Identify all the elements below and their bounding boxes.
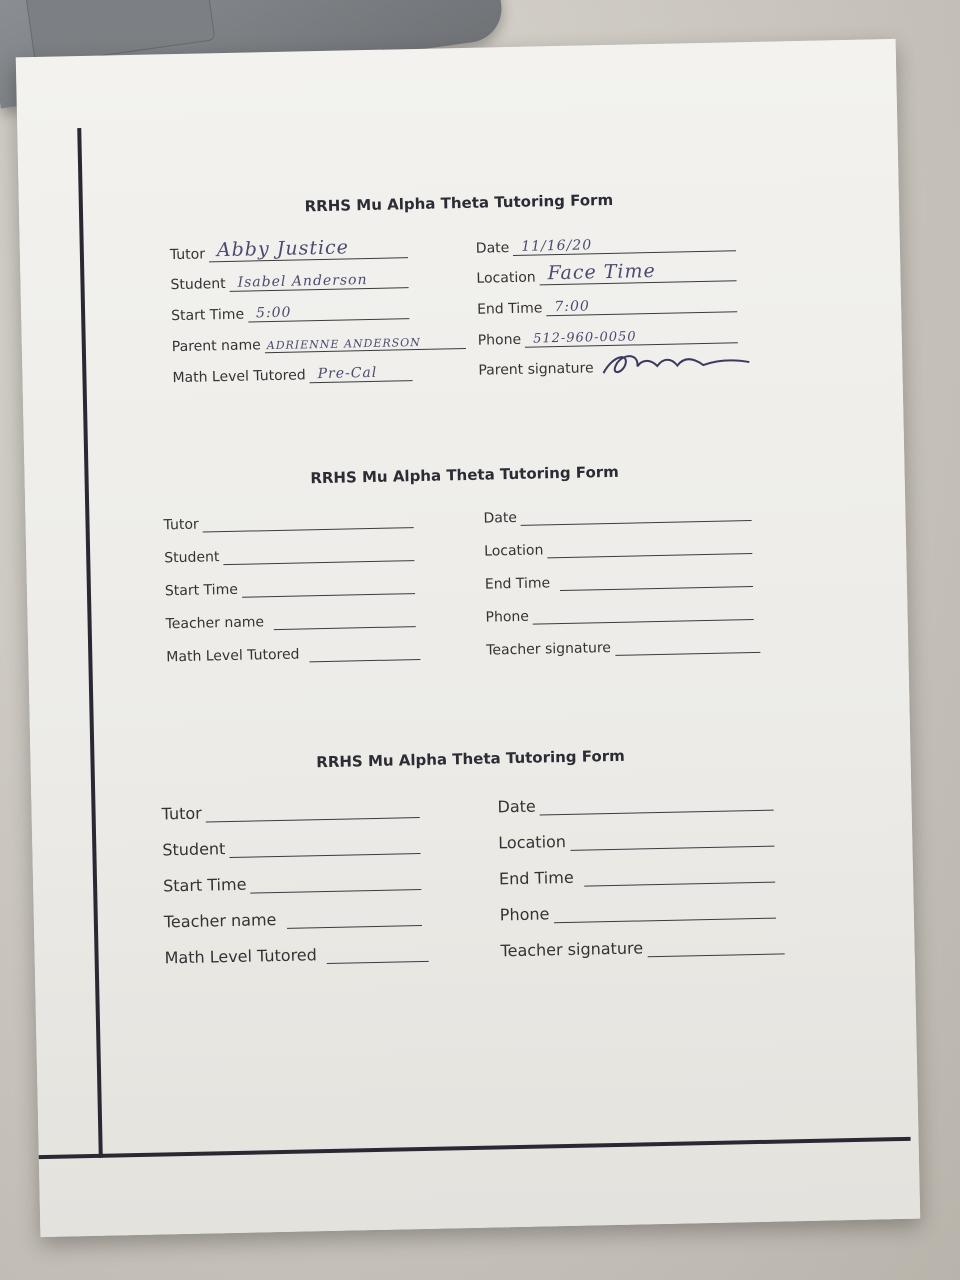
location-field[interactable] — [484, 537, 752, 560]
start-time-field[interactable] — [171, 302, 409, 324]
phone-field[interactable] — [500, 900, 776, 925]
teacher-name-line[interactable] — [286, 909, 422, 929]
start-time-value: 5:00 — [255, 304, 292, 322]
start-time-line[interactable] — [250, 873, 421, 894]
math-level-label: Math Level Tutored — [166, 646, 300, 666]
date-field[interactable] — [497, 792, 773, 817]
date-line[interactable] — [521, 504, 752, 526]
teacher-name-label: Teacher name — [165, 614, 265, 633]
tutor-line[interactable] — [202, 511, 413, 532]
teacher-name-line[interactable] — [274, 610, 416, 630]
tutoring-form-sheet — [16, 39, 921, 1237]
tutor-field[interactable] — [163, 511, 413, 533]
date-line[interactable] — [513, 234, 736, 256]
student-line[interactable] — [229, 837, 420, 858]
parent-name-value: ADRIENNE ANDERSON — [266, 335, 421, 353]
teacher-signature-field[interactable] — [486, 636, 760, 659]
parent-name-label: Parent name — [171, 337, 261, 356]
math-level-line[interactable] — [327, 945, 429, 964]
end-time-value: 7:00 — [554, 298, 591, 316]
phone-label: Phone — [499, 904, 550, 925]
math-level-line[interactable] — [309, 364, 412, 383]
tutor-field[interactable] — [169, 236, 408, 264]
phone-field[interactable] — [478, 326, 738, 348]
math-level-label: Math Level Tutored — [164, 945, 318, 968]
parent-name-field[interactable] — [172, 332, 466, 355]
form-title: RRHS Mu Alpha Theta Tutoring Form — [304, 190, 614, 216]
date-line[interactable] — [540, 794, 774, 816]
start-time-line[interactable] — [242, 577, 415, 598]
form-title: RRHS Mu Alpha Theta Tutoring Form — [316, 746, 625, 772]
student-line[interactable] — [223, 544, 414, 565]
end-time-label: End Time — [476, 300, 543, 318]
end-time-label: End Time — [498, 867, 574, 889]
student-label: Student — [170, 275, 226, 294]
location-line[interactable] — [547, 537, 752, 558]
tutor-field[interactable] — [161, 799, 419, 823]
date-field[interactable] — [476, 234, 736, 256]
start-time-label: Start Time — [162, 874, 247, 896]
start-time-field[interactable] — [165, 577, 415, 599]
form-title: RRHS Mu Alpha Theta Tutoring Form — [310, 462, 619, 488]
end-time-field[interactable] — [485, 570, 753, 593]
start-time-field[interactable] — [163, 871, 421, 895]
location-label: Location — [498, 831, 567, 853]
teacher-name-label: Teacher name — [163, 910, 277, 932]
math-level-field[interactable] — [172, 364, 412, 386]
teacher-signature-label: Teacher signature — [500, 938, 644, 961]
location-label: Location — [476, 269, 536, 287]
end-time-field[interactable] — [499, 864, 775, 889]
phone-line[interactable] — [533, 603, 754, 625]
teacher-name-field[interactable] — [164, 907, 422, 931]
student-value: Isabel Anderson — [237, 272, 368, 291]
tutor-label: Tutor — [169, 246, 206, 264]
student-label: Student — [162, 839, 226, 860]
teacher-signature-field[interactable] — [500, 935, 784, 960]
date-label: Date — [497, 796, 536, 817]
date-label: Date — [483, 509, 518, 527]
tutor-line[interactable] — [209, 236, 408, 262]
page-border-bottom — [39, 1137, 911, 1159]
parent-name-line[interactable] — [265, 332, 466, 353]
math-level-line[interactable] — [309, 643, 420, 662]
date-value: 11/16/20 — [521, 237, 593, 255]
page-border-left — [77, 128, 103, 1158]
teacher-signature-label: Teacher signature — [486, 640, 612, 659]
parent-signature-scribble — [599, 348, 760, 379]
location-line[interactable] — [570, 830, 775, 851]
end-time-line[interactable] — [560, 570, 753, 591]
start-time-line[interactable] — [248, 302, 409, 322]
phone-value: 512-960-0050 — [532, 329, 637, 347]
parent-signature-label: Parent signature — [478, 360, 594, 379]
tutor-label: Tutor — [161, 803, 202, 824]
date-label: Date — [475, 240, 510, 257]
phone-line[interactable] — [553, 902, 776, 924]
date-field[interactable] — [483, 504, 751, 527]
teacher-name-field[interactable] — [165, 610, 415, 632]
student-field[interactable] — [170, 271, 408, 293]
student-field[interactable] — [162, 835, 420, 859]
location-value: Face Time — [547, 259, 656, 285]
parent-signature-line[interactable] — [597, 357, 748, 376]
tutor-value: Abby Justice — [216, 236, 350, 262]
math-level-label: Math Level Tutored — [172, 367, 306, 387]
tutor-line[interactable] — [206, 801, 420, 822]
teacher-signature-line[interactable] — [647, 937, 785, 957]
end-time-line[interactable] — [546, 295, 737, 316]
math-level-field[interactable] — [164, 943, 428, 968]
start-time-label: Start Time — [164, 581, 239, 600]
end-time-label: End Time — [484, 575, 551, 593]
location-label: Location — [484, 542, 544, 560]
start-time-label: Start Time — [171, 306, 245, 325]
student-line[interactable] — [229, 271, 408, 292]
teacher-signature-line[interactable] — [615, 636, 761, 656]
parent-signature-field[interactable] — [478, 357, 748, 379]
student-field[interactable] — [164, 544, 414, 566]
end-time-field[interactable] — [477, 295, 737, 317]
location-line[interactable] — [539, 259, 736, 285]
phone-label: Phone — [477, 331, 522, 349]
math-level-value: Pre-Cal — [317, 364, 378, 383]
phone-label: Phone — [485, 608, 530, 626]
location-field[interactable] — [476, 259, 736, 287]
tutor-label: Tutor — [163, 516, 199, 534]
location-field[interactable] — [498, 828, 774, 853]
phone-field[interactable] — [485, 603, 753, 626]
phone-line[interactable] — [525, 326, 738, 347]
math-level-field[interactable] — [166, 643, 420, 665]
student-label: Student — [164, 549, 220, 567]
end-time-line[interactable] — [584, 866, 776, 887]
